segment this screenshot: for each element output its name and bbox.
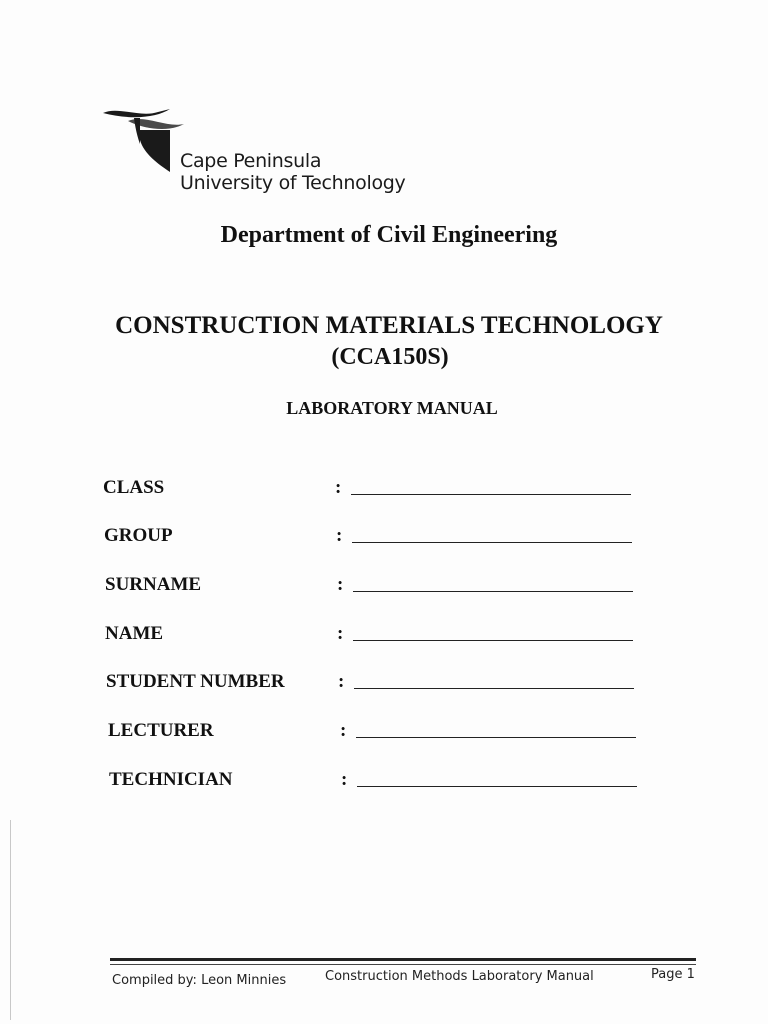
field-label: TECHNICIAN	[109, 769, 233, 790]
field-colon: :	[340, 720, 347, 741]
footer-page-number: Page 1	[651, 967, 695, 982]
lecturer-input[interactable]	[356, 737, 636, 738]
footer-manual-title: Construction Methods Laboratory Manual	[325, 969, 594, 984]
course-code: (CCA150S)	[331, 344, 449, 370]
field-colon: :	[337, 623, 344, 644]
form-row-group	[104, 525, 664, 555]
course-title: CONSTRUCTION MATERIALS TECHNOLOGY	[115, 312, 663, 339]
form-row-class	[103, 477, 663, 507]
field-label: SURNAME	[105, 574, 202, 595]
cput-logo-mark-icon	[100, 104, 190, 179]
field-colon: :	[341, 769, 348, 790]
logo-text-line-1: Cape Peninsula	[180, 150, 322, 172]
technician-input[interactable]	[357, 786, 637, 787]
form-row-surname	[105, 574, 665, 604]
name-input[interactable]	[353, 640, 633, 641]
university-logo	[100, 104, 420, 200]
field-label: CLASS	[103, 477, 165, 498]
field-label: NAME	[105, 623, 164, 644]
surname-input[interactable]	[353, 591, 633, 592]
footer-compiled-by: Compiled by: Leon Minnies	[112, 973, 287, 988]
form-row-student-number	[106, 671, 666, 701]
class-input[interactable]	[351, 494, 631, 495]
footer-divider-thin	[110, 964, 696, 965]
form-row-lecturer	[108, 720, 668, 750]
field-colon: :	[336, 525, 343, 546]
department-title: Department of Civil Engineering	[220, 222, 558, 248]
scan-edge-line	[10, 820, 11, 1020]
field-label: LECTURER	[108, 720, 214, 741]
footer-divider	[110, 958, 696, 961]
form-row-technician	[109, 769, 669, 799]
manual-title: LABORATORY MANUAL	[286, 398, 498, 418]
field-colon: :	[337, 574, 344, 595]
field-colon: :	[338, 671, 345, 692]
group-input[interactable]	[352, 542, 632, 543]
form-row-name	[105, 623, 665, 653]
field-colon: :	[335, 477, 342, 498]
student-number-input[interactable]	[354, 688, 634, 689]
field-label: GROUP	[104, 525, 173, 546]
logo-text-line-2: University of Technology	[180, 172, 406, 194]
field-label: STUDENT NUMBER	[106, 671, 285, 692]
